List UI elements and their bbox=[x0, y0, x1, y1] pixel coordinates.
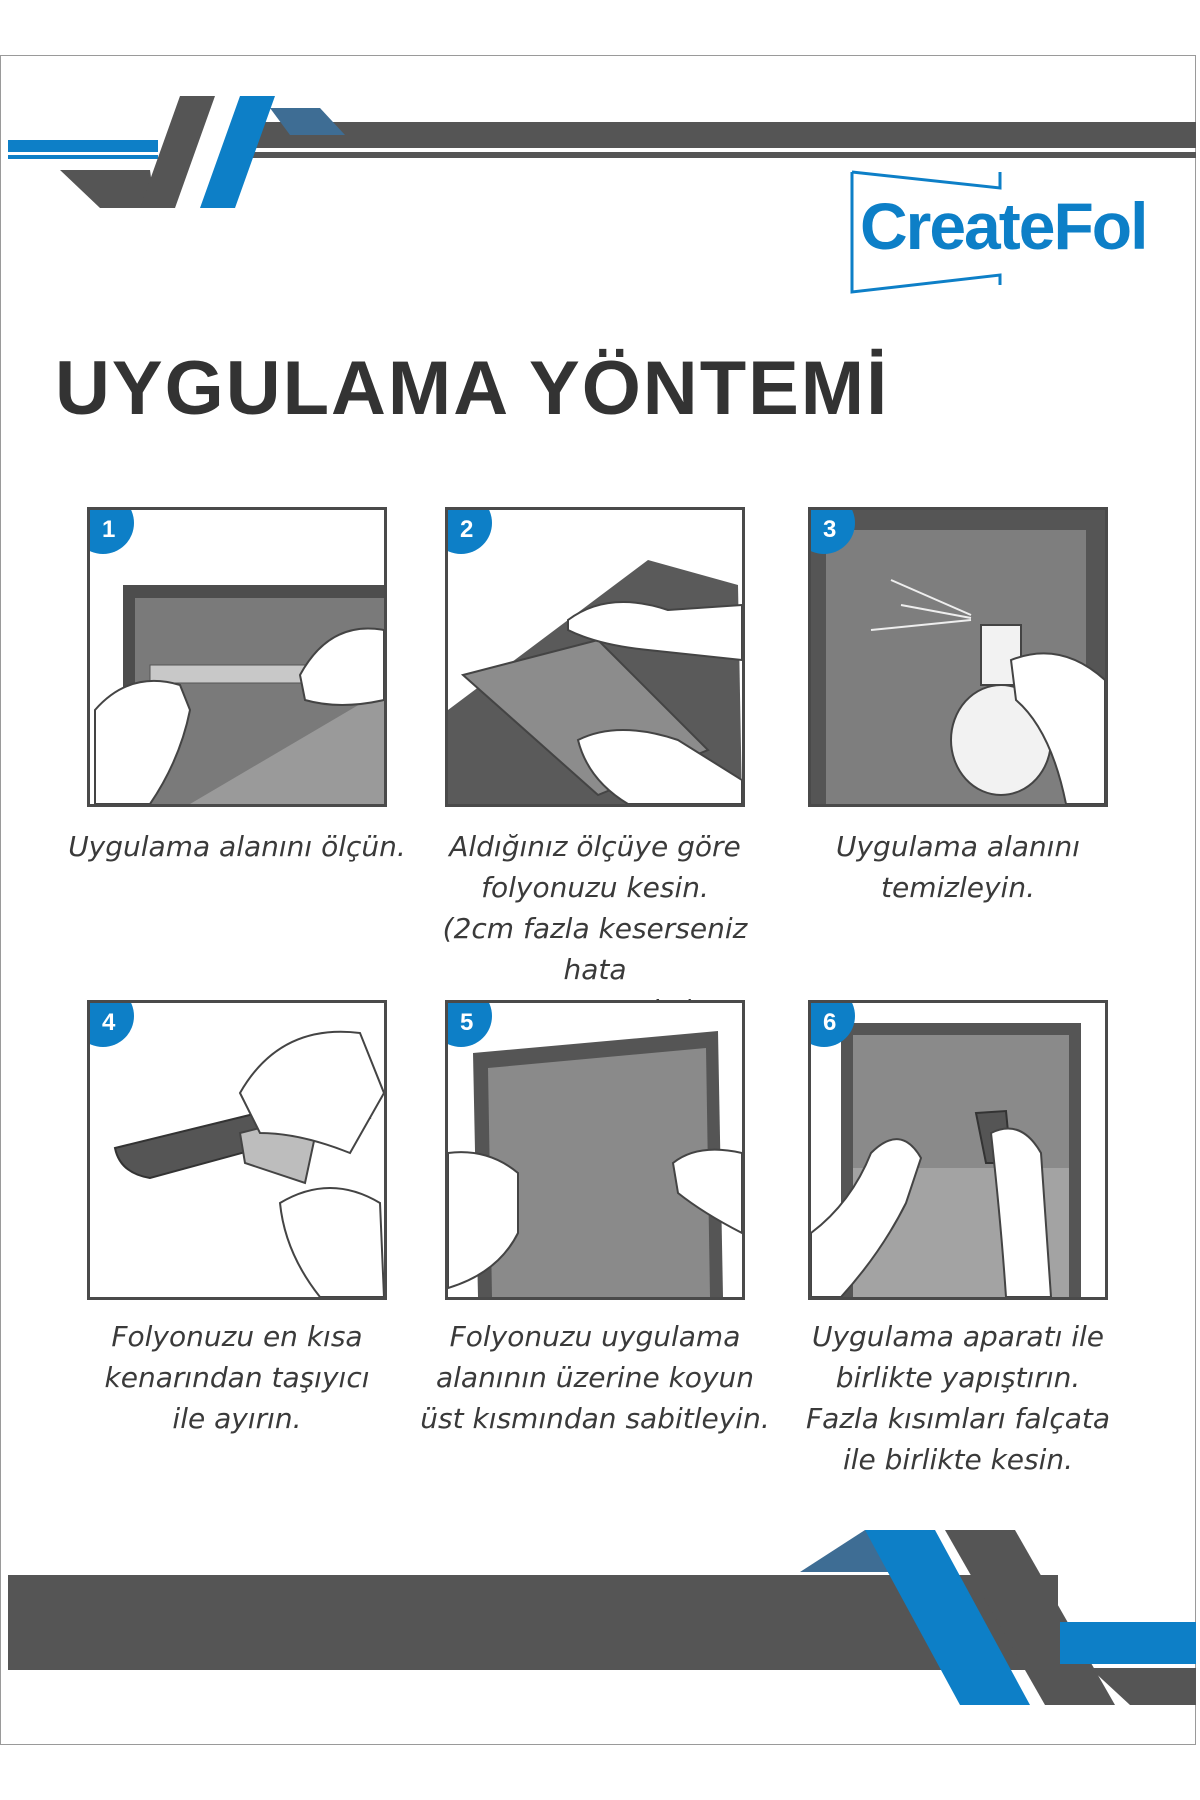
step-number-badge: 2 bbox=[445, 507, 492, 554]
caption-line: üst kısmından sabitleyin. bbox=[420, 1402, 770, 1435]
caption-line: (2cm fazla keserseniz hata bbox=[442, 912, 748, 986]
step-card-4 bbox=[87, 1000, 387, 1300]
step-number-badge: 6 bbox=[808, 1000, 855, 1047]
step-card-6 bbox=[808, 1000, 1108, 1300]
caption-line: birlikte yapıştırın. bbox=[835, 1361, 1081, 1394]
spray-clean-window-icon bbox=[811, 510, 1105, 804]
step-number-badge: 1 bbox=[87, 507, 134, 554]
caption-line: folyonuzu kesin. bbox=[481, 871, 709, 904]
step-caption-3 bbox=[778, 826, 1138, 908]
step-card-1 bbox=[87, 507, 387, 807]
step-card-2 bbox=[445, 507, 745, 807]
squeegee-apply-icon bbox=[811, 1003, 1105, 1297]
caption-line: Uygulama alanını bbox=[835, 830, 1080, 863]
caption-line: Folyonuzu en kısa bbox=[111, 1320, 363, 1353]
step-number-badge: 5 bbox=[445, 1000, 492, 1047]
step-card-3 bbox=[808, 507, 1108, 807]
caption-line: ile birlikte kesin. bbox=[842, 1443, 1074, 1476]
cut-film-icon bbox=[448, 510, 742, 804]
logo-text: CreateFol bbox=[860, 189, 1147, 263]
caption-line: Aldığınız ölçüye göre bbox=[449, 830, 741, 863]
step-number-badge: 4 bbox=[87, 1000, 134, 1047]
caption-line: temizleyin. bbox=[881, 871, 1035, 904]
step-caption-5 bbox=[415, 1316, 775, 1439]
page-title: UYGULAMA YÖNTEMİ bbox=[55, 346, 890, 431]
step-caption-6 bbox=[778, 1316, 1138, 1480]
ruler-measure-window-icon bbox=[90, 510, 384, 804]
peel-liner-icon bbox=[90, 1003, 384, 1297]
caption-line: Fazla kısımları falçata bbox=[805, 1402, 1111, 1435]
place-film-on-window-icon bbox=[448, 1003, 742, 1297]
step-caption-4 bbox=[57, 1316, 417, 1439]
step-number-badge: 3 bbox=[808, 507, 855, 554]
caption-line: Uygulama aparatı ile bbox=[811, 1320, 1105, 1353]
caption-line: alanının üzerine koyun bbox=[435, 1361, 755, 1394]
caption-line: ile ayırın. bbox=[172, 1402, 302, 1435]
step-caption-1 bbox=[57, 826, 417, 867]
caption-line: Folyonuzu uygulama bbox=[449, 1320, 741, 1353]
caption-line: kenarından taşıyıcı bbox=[104, 1361, 370, 1394]
step-card-5 bbox=[445, 1000, 745, 1300]
bottom-ribbon bbox=[8, 1530, 1196, 1705]
caption-line: Uygulama alanını ölçün. bbox=[68, 830, 406, 863]
createfol-logo bbox=[850, 170, 1150, 295]
